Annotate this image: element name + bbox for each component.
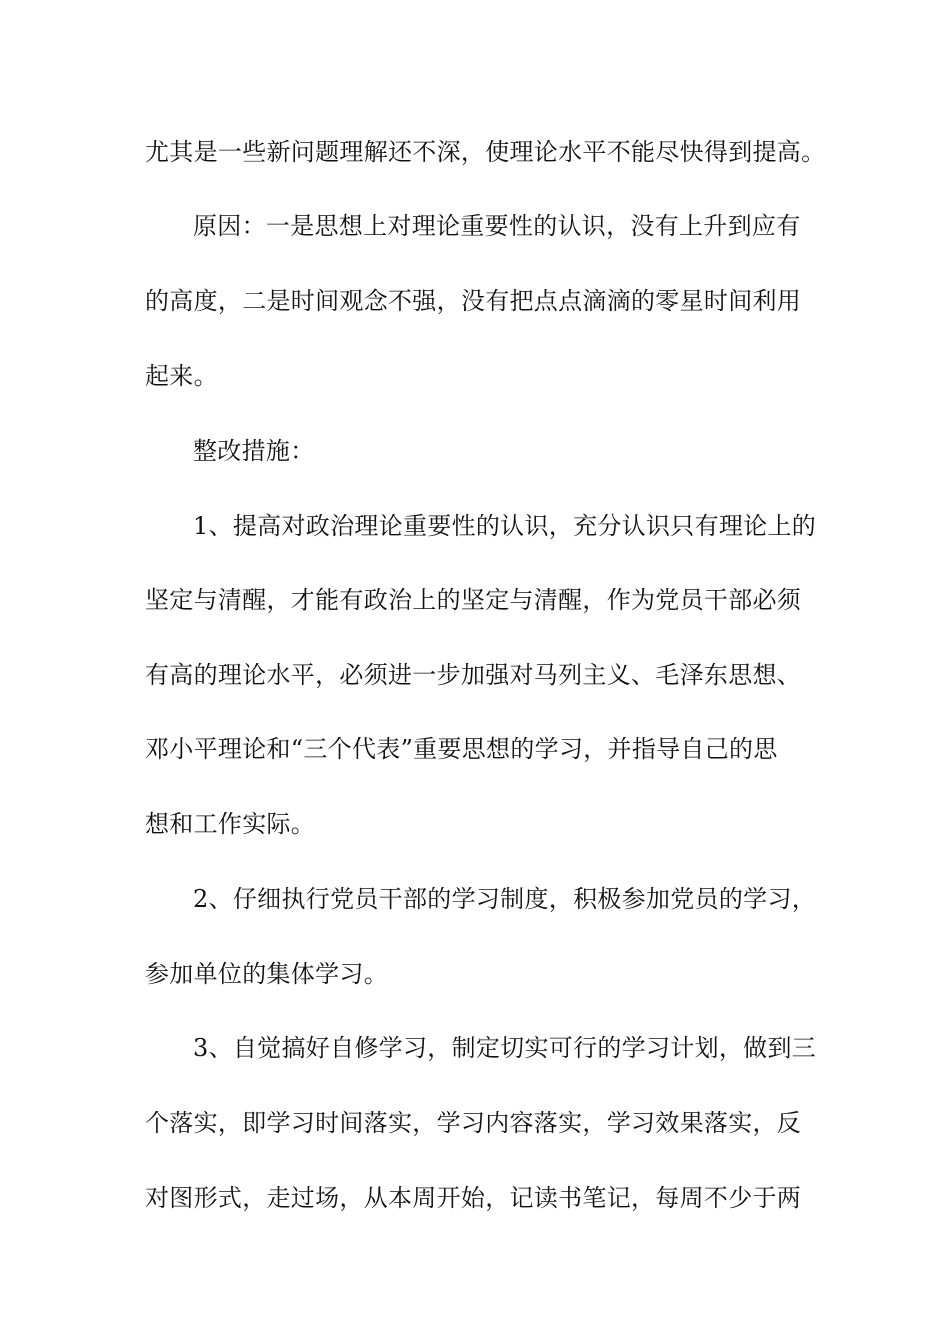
text-line-7: 坚定与清醒，才能有政治上的坚定与清醒，作为党员干部必须 — [145, 586, 802, 614]
text-line-2: 原因：一是思想上对理论重要性的认识，没有上升到应有 — [193, 212, 801, 240]
text-line-4: 起来。 — [145, 362, 218, 390]
text-line-15: 对图形式，走过场，从本周开始，记读书笔记，每周不少于两 — [145, 1184, 802, 1212]
text-line-6: 1、提高对政治理论重要性的认识，充分认识只有理论上的 — [193, 512, 817, 540]
text-line-8: 有高的理论水平，必须进一步加强对马列主义、毛泽东思想、 — [145, 661, 802, 689]
text-line-11: 2、仔细执行党员干部的学习制度，积极参加党员的学习， — [193, 885, 817, 913]
text-line-14: 个落实，即学习时间落实，学习内容落实，学习效果落实，反 — [145, 1109, 802, 1137]
text-line-13: 3、自觉搞好自修学习，制定切实可行的学习计划，做到三 — [193, 1034, 817, 1062]
text-line-10: 想和工作实际。 — [145, 810, 316, 838]
text-line-1: 尤其是一些新问题理解还不深，使理论水平不能尽快得到提高。 — [145, 138, 826, 166]
text-line-9: 邓小平理论和“三个代表”重要思想的学习，并指导自己的思 — [145, 735, 778, 763]
text-line-12: 参加单位的集体学习。 — [145, 960, 388, 988]
text-line-5: 整改措施： — [193, 437, 315, 465]
text-line-3: 的高度，二是时间观念不强，没有把点点滴滴的零星时间利用 — [145, 287, 802, 315]
